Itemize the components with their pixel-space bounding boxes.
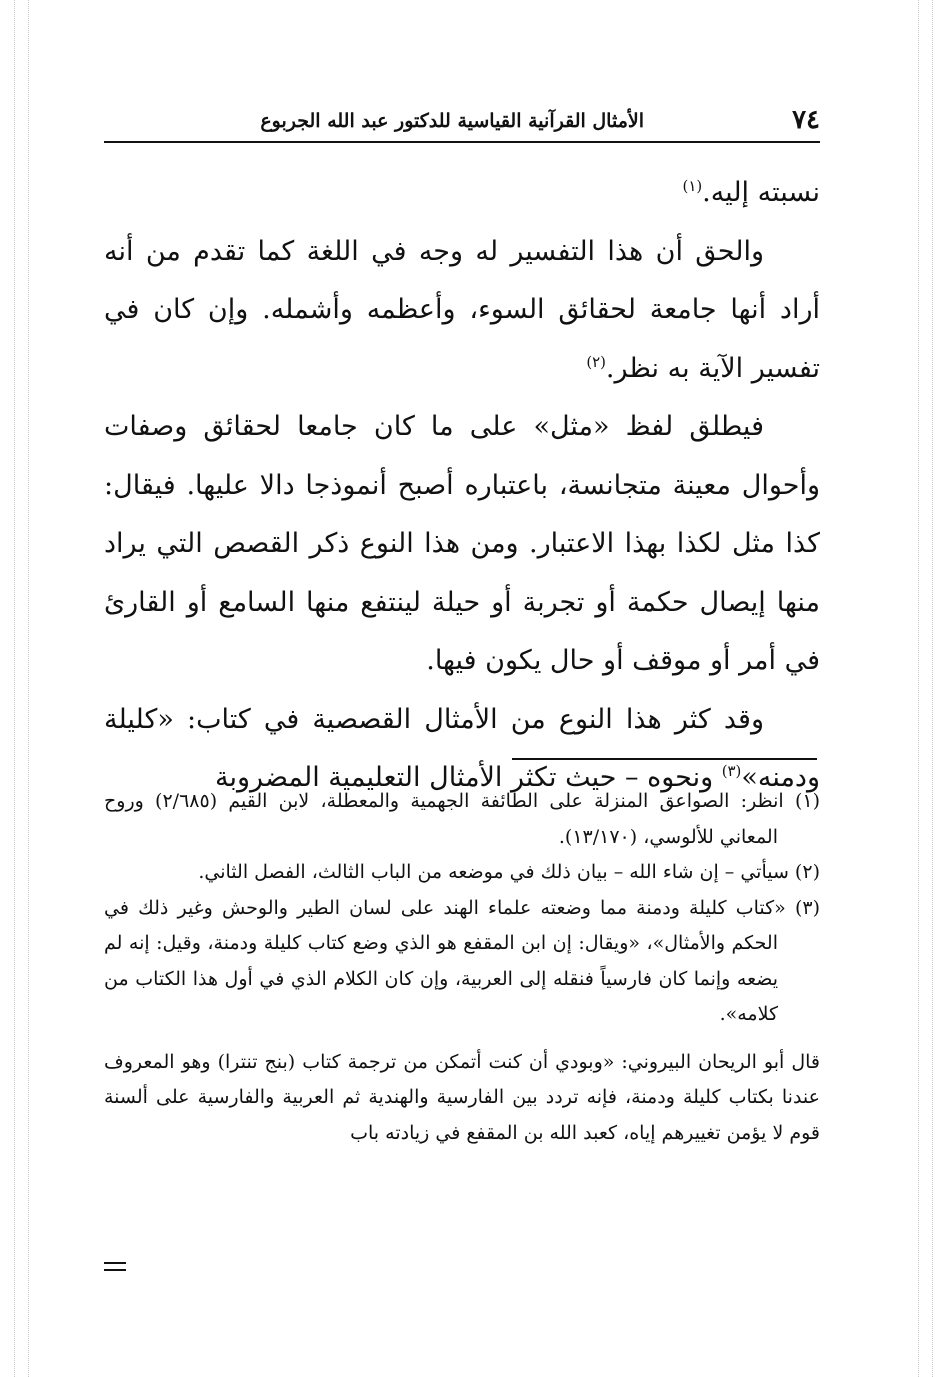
footnote-ref: (٣) [721, 762, 742, 780]
footnote-continuation: قال أبو الريحان البيروني: «وبودي أن كنت أتمكن من ترجمة كتاب (بنج تنترا) وهو المعروف عندنا بكتاب كليلة ودمنة، فإنه تردد بين الفارسية والهندية ثم العربية والفارسية على ألسنة قوم لا يؤمن تغييرهم إياه، كعبد الله بن المقفع في زيادته باب [104, 1050, 820, 1144]
paragraph-text: نسبته إليه. [702, 177, 820, 208]
footnote-ref: (١) [682, 177, 703, 195]
paragraph-text: ونحوه – حيث تكثر الأمثال التعليمية المضروبة [215, 762, 722, 793]
paragraph: فيطلق لفظ «مثل» على ما كان جامعا لحقائق وصفات وأحوال معينة متجانسة، باعتباره أصبح أنموذجا دالا عليها. فيقال: كذا مثل لكذا بهذا الاعتبار. ومن هذا النوع ذكر القصص التي يراد منها إيصال حكمة أو تجربة أو حيلة لينتفع منها السامع أو القارئ في أمر أو موقف أو حال يكون فيها. [104, 411, 820, 676]
paragraph [104, 164, 820, 223]
footnote-ref: (٢) [586, 352, 606, 371]
scan-guide-line [932, 0, 933, 1377]
scan-guide-line [28, 0, 29, 1377]
header-divider [104, 141, 820, 143]
footnotes [104, 784, 820, 1151]
footnote-divider [512, 758, 817, 760]
footnote: (١) انظر: الصواعق المنزلة على الطائفة الجهمية والمعطلة، لابن القيم (٢/٦٨٥) وروح المعاني للألوسي، (١٣/١٧٠). [104, 790, 821, 848]
main-text [104, 164, 820, 808]
paragraph-text: والحق أن هذا التفسير له وجه في اللغة كما تقدم من أنه أراد أنها جامعة لحقائق السوء، وأعظمه وأشمله. وإن كان في تفسير الآية به نظر. [104, 235, 820, 384]
continuation-mark [104, 1262, 126, 1274]
running-title: الأمثال القرآنية القياسية للدكتور عبد الله الجربوع [260, 110, 644, 132]
paragraph-text: وقد كثر هذا النوع من الأمثال القصصية في كتاب: «كليلة ودمنه» [104, 703, 820, 793]
paragraph [104, 223, 820, 399]
scan-guide-line [918, 0, 919, 1377]
footnote: (٣) «كتاب كليلة ودمنة مما وضعته علماء الهند على لسان الطير والوحش وغير ذلك في الحكم والأمثال»، «ويقال: إن ابن المقفع هو الذي وضع كتاب كليلة ودمنة، وقيل: إنه لم يضعه وإنما كان فارسياً فنقله إلى العربية، وإن كان الكلام الذي في أول هذا الكتاب من كلامه». [104, 896, 820, 1025]
page-number: ٧٤ [792, 105, 820, 135]
footnote: (٢) سيأتي – إن شاء الله – بيان ذلك في موضعه من الباب الثالث، الفصل الثاني. [198, 861, 820, 883]
scan-guide-line [14, 0, 15, 1377]
page-header [104, 104, 820, 136]
